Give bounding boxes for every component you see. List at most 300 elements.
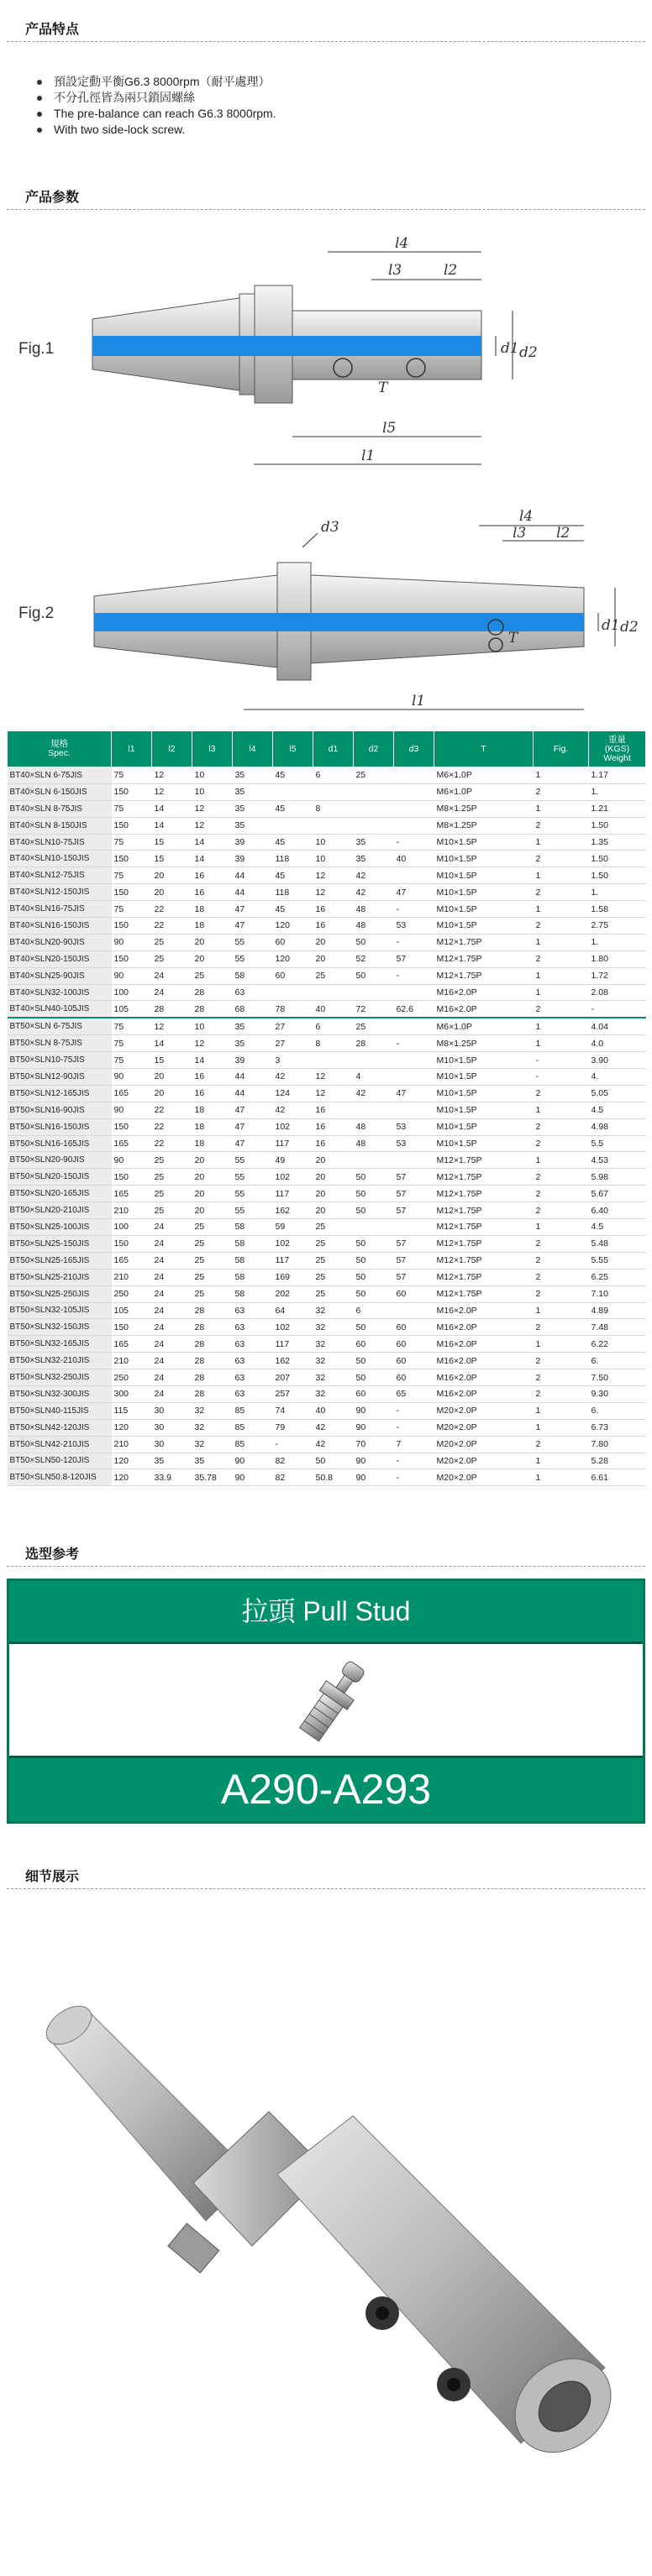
- value-cell: M10×1.5P: [434, 1118, 534, 1135]
- value-cell: 30: [152, 1419, 192, 1436]
- value-cell: 15: [152, 1052, 192, 1069]
- value-cell: 4.5: [589, 1102, 646, 1118]
- params-title: 产品参数: [7, 186, 645, 210]
- value-cell: 5.67: [589, 1186, 646, 1202]
- value-cell: 58: [233, 1269, 273, 1285]
- value-cell: 102: [273, 1169, 313, 1186]
- value-cell: 58: [233, 1219, 273, 1236]
- value-cell: M6×1.0P: [434, 1018, 534, 1034]
- table-row: [8, 767, 646, 784]
- value-cell: 90: [354, 1402, 394, 1419]
- value-cell: 44: [233, 867, 273, 884]
- value-cell: 6.22: [589, 1336, 646, 1353]
- value-cell: 12: [313, 884, 354, 901]
- value-cell: 40: [394, 851, 434, 867]
- value-cell: 15: [152, 834, 192, 851]
- reference-title: 选型参考: [7, 1543, 645, 1567]
- value-cell: M20×2.0P: [434, 1402, 534, 1419]
- value-cell: [354, 1152, 394, 1169]
- value-cell: M16×2.0P: [434, 1369, 534, 1386]
- value-cell: 24: [152, 984, 192, 1001]
- spec-cell: BT50×SLN12-165JIS: [8, 1085, 112, 1102]
- value-cell: 18: [192, 1135, 233, 1152]
- value-cell: -: [534, 1052, 589, 1069]
- value-cell: 1.58: [589, 901, 646, 918]
- value-cell: 20: [152, 867, 192, 884]
- table-row: [8, 1385, 646, 1402]
- value-cell: 100: [112, 1219, 152, 1236]
- value-cell: 102: [273, 1319, 313, 1336]
- spec-cell: BT50×SLN25-100JIS: [8, 1219, 112, 1236]
- value-cell: 62.6: [394, 1001, 434, 1018]
- value-cell: 16: [313, 1118, 354, 1135]
- spec-cell: BT40×SLN 8-150JIS: [8, 817, 112, 834]
- table-body: [8, 767, 646, 1486]
- dim-l1: l1: [361, 448, 376, 464]
- value-cell: 49: [273, 1152, 313, 1169]
- value-cell: 85: [233, 1419, 273, 1436]
- value-cell: 1: [534, 767, 589, 784]
- value-cell: 57: [394, 1169, 434, 1186]
- feature-item: The pre-balance can reach G6.3 8000rpm.: [35, 106, 276, 122]
- value-cell: 15: [152, 851, 192, 867]
- dim-T: T: [378, 380, 388, 396]
- value-cell: 25: [313, 1285, 354, 1302]
- value-cell: M12×1.75P: [434, 1202, 534, 1219]
- value-cell: -: [394, 1035, 434, 1052]
- feature-item: 不分孔徑皆為兩只鎖固螺絲: [35, 90, 276, 106]
- features-section: [0, 18, 652, 42]
- value-cell: 120: [112, 1469, 152, 1486]
- value-cell: 2: [534, 1085, 589, 1102]
- value-cell: 16: [313, 1102, 354, 1118]
- value-cell: 5.48: [589, 1235, 646, 1252]
- value-cell: 20: [192, 1169, 233, 1186]
- spec-cell: BT50×SLN32-105JIS: [8, 1302, 112, 1319]
- table-row: [8, 817, 646, 834]
- column-header: T: [434, 731, 534, 767]
- value-cell: 60: [394, 1369, 434, 1386]
- column-header: l2: [152, 731, 192, 767]
- value-cell: 24: [152, 1353, 192, 1369]
- value-cell: 35: [233, 1035, 273, 1052]
- value-cell: 10: [313, 851, 354, 867]
- table-row: [8, 1469, 646, 1486]
- spec-cell: BT40×SLN32-100JIS: [8, 984, 112, 1001]
- value-cell: 12: [192, 800, 233, 817]
- value-cell: 14: [152, 800, 192, 817]
- value-cell: 165: [112, 1135, 152, 1152]
- value-cell: M12×1.75P: [434, 967, 534, 984]
- spec-cell: BT50×SLN42-210JIS: [8, 1436, 112, 1453]
- spec-cell: BT50×SLN25-165JIS: [8, 1252, 112, 1269]
- value-cell: 162: [273, 1353, 313, 1369]
- value-cell: 12: [152, 783, 192, 800]
- spec-cell: BT40×SLN 8-75JIS: [8, 800, 112, 817]
- value-cell: 60: [394, 1319, 434, 1336]
- value-cell: 10: [192, 1018, 233, 1034]
- value-cell: 1: [534, 1302, 589, 1319]
- value-cell: 55: [233, 1169, 273, 1186]
- value-cell: 90: [233, 1469, 273, 1486]
- value-cell: 117: [273, 1186, 313, 1202]
- table-row: [8, 950, 646, 967]
- value-cell: 4.53: [589, 1152, 646, 1169]
- value-cell: 50: [354, 1285, 394, 1302]
- value-cell: 30: [152, 1436, 192, 1453]
- value-cell: 1.50: [589, 851, 646, 867]
- value-cell: 1.21: [589, 800, 646, 817]
- value-cell: 1: [534, 800, 589, 817]
- spec-cell: BT40×SLN12-150JIS: [8, 884, 112, 901]
- value-cell: 202: [273, 1285, 313, 1302]
- value-cell: 57: [394, 1269, 434, 1285]
- table-row: [8, 1102, 646, 1118]
- value-cell: 14: [152, 1035, 192, 1052]
- value-cell: 16: [313, 901, 354, 918]
- value-cell: 22: [152, 1118, 192, 1135]
- value-cell: 7.48: [589, 1319, 646, 1336]
- value-cell: 16: [313, 918, 354, 935]
- spec-cell: BT50×SLN32-165JIS: [8, 1336, 112, 1353]
- value-cell: 58: [233, 1285, 273, 1302]
- value-cell: 1.35: [589, 834, 646, 851]
- value-cell: 35: [233, 1018, 273, 1034]
- value-cell: 25: [354, 1018, 394, 1034]
- value-cell: 28: [192, 1319, 233, 1336]
- column-header: d3: [394, 731, 434, 767]
- value-cell: 210: [112, 1436, 152, 1453]
- fig1-drawing: [0, 214, 652, 491]
- value-cell: 7.80: [589, 1436, 646, 1453]
- table-row: [8, 967, 646, 984]
- spec-cell: BT50×SLN20-165JIS: [8, 1186, 112, 1202]
- dim-l3: l3: [388, 262, 402, 279]
- value-cell: 20: [192, 950, 233, 967]
- value-cell: 2: [534, 817, 589, 834]
- value-cell: -: [589, 1001, 646, 1018]
- value-cell: 1: [534, 901, 589, 918]
- value-cell: 5.55: [589, 1252, 646, 1269]
- value-cell: 35: [233, 800, 273, 817]
- value-cell: 4.98: [589, 1118, 646, 1135]
- value-cell: 25: [152, 1202, 192, 1219]
- value-cell: 32: [313, 1369, 354, 1386]
- value-cell: -: [394, 901, 434, 918]
- value-cell: 72: [354, 1001, 394, 1018]
- value-cell: 57: [394, 1186, 434, 1202]
- value-cell: 74: [273, 1402, 313, 1419]
- value-cell: 50: [354, 1186, 394, 1202]
- value-cell: 1: [534, 1219, 589, 1236]
- value-cell: 6.25: [589, 1269, 646, 1285]
- value-cell: 14: [192, 834, 233, 851]
- value-cell: 165: [112, 1186, 152, 1202]
- value-cell: 47: [233, 901, 273, 918]
- value-cell: [394, 1052, 434, 1069]
- table-row: [8, 867, 646, 884]
- dim-d1: d1: [602, 617, 620, 634]
- value-cell: 28: [192, 1385, 233, 1402]
- value-cell: M12×1.75P: [434, 1235, 534, 1252]
- value-cell: 22: [152, 901, 192, 918]
- value-cell: 32: [313, 1319, 354, 1336]
- value-cell: 118: [273, 851, 313, 867]
- value-cell: 100: [112, 984, 152, 1001]
- value-cell: M10×1.5P: [434, 1135, 534, 1152]
- dim-l1: l1: [412, 693, 426, 709]
- value-cell: 28: [192, 1302, 233, 1319]
- value-cell: 105: [112, 1302, 152, 1319]
- value-cell: -: [394, 1402, 434, 1419]
- detail-section: [0, 1866, 652, 1889]
- value-cell: 25: [152, 1152, 192, 1169]
- dim-l3: l3: [513, 525, 527, 542]
- value-cell: [394, 767, 434, 784]
- value-cell: 50: [354, 1235, 394, 1252]
- dim-T: T: [508, 630, 518, 647]
- value-cell: 2.75: [589, 918, 646, 935]
- value-cell: M12×1.75P: [434, 934, 534, 950]
- spec-cell: BT50×SLN32-210JIS: [8, 1353, 112, 1369]
- value-cell: 250: [112, 1285, 152, 1302]
- value-cell: 55: [233, 1152, 273, 1169]
- value-cell: 50: [354, 1202, 394, 1219]
- value-cell: [394, 1069, 434, 1086]
- value-cell: 5.05: [589, 1085, 646, 1102]
- spec-cell: BT50×SLN10-75JIS: [8, 1052, 112, 1069]
- table-row: [8, 1319, 646, 1336]
- value-cell: 300: [112, 1385, 152, 1402]
- value-cell: 6.40: [589, 1202, 646, 1219]
- value-cell: 10: [192, 767, 233, 784]
- column-header: Fig.: [534, 731, 589, 767]
- value-cell: 124: [273, 1085, 313, 1102]
- spec-cell: BT50×SLN40-115JIS: [8, 1402, 112, 1419]
- value-cell: 120: [112, 1419, 152, 1436]
- value-cell: 14: [192, 851, 233, 867]
- spec-cell: BT50×SLN20-210JIS: [8, 1202, 112, 1219]
- value-cell: 169: [273, 1269, 313, 1285]
- value-cell: 75: [112, 834, 152, 851]
- value-cell: [354, 1219, 394, 1236]
- table-row: [8, 1118, 646, 1135]
- table-row: [8, 1085, 646, 1102]
- value-cell: [354, 1052, 394, 1069]
- value-cell: M16×2.0P: [434, 1336, 534, 1353]
- value-cell: 48: [354, 901, 394, 918]
- value-cell: M10×1.5P: [434, 851, 534, 867]
- table-row: [8, 1419, 646, 1436]
- value-cell: [394, 1152, 434, 1169]
- value-cell: 45: [273, 867, 313, 884]
- column-header: l3: [192, 731, 233, 767]
- spec-cell: BT50×SLN25-150JIS: [8, 1235, 112, 1252]
- value-cell: 12: [313, 1085, 354, 1102]
- table-row: [8, 1285, 646, 1302]
- value-cell: M12×1.75P: [434, 950, 534, 967]
- table-row: [8, 1202, 646, 1219]
- value-cell: 75: [112, 1018, 152, 1034]
- value-cell: 6.: [589, 1353, 646, 1369]
- value-cell: 2: [534, 884, 589, 901]
- value-cell: -: [394, 1453, 434, 1469]
- value-cell: 24: [152, 1235, 192, 1252]
- value-cell: 165: [112, 1085, 152, 1102]
- value-cell: 20: [152, 1069, 192, 1086]
- value-cell: 22: [152, 1102, 192, 1118]
- value-cell: 18: [192, 901, 233, 918]
- value-cell: 20: [152, 884, 192, 901]
- value-cell: 210: [112, 1269, 152, 1285]
- table-row: [8, 1336, 646, 1353]
- value-cell: 39: [233, 1052, 273, 1069]
- table-row: [8, 1252, 646, 1269]
- table-row: [8, 1069, 646, 1086]
- value-cell: [394, 800, 434, 817]
- value-cell: 57: [394, 1235, 434, 1252]
- value-cell: 35: [192, 1453, 233, 1469]
- value-cell: 78: [273, 1001, 313, 1018]
- value-cell: 2: [534, 1269, 589, 1285]
- value-cell: -: [394, 1419, 434, 1436]
- value-cell: 2: [534, 1319, 589, 1336]
- value-cell: 25: [313, 1252, 354, 1269]
- value-cell: 210: [112, 1353, 152, 1369]
- value-cell: 5.98: [589, 1169, 646, 1186]
- value-cell: 52: [354, 950, 394, 967]
- value-cell: 42: [313, 1419, 354, 1436]
- value-cell: 16: [313, 1135, 354, 1152]
- value-cell: M12×1.75P: [434, 1186, 534, 1202]
- value-cell: M20×2.0P: [434, 1469, 534, 1486]
- value-cell: 50: [354, 1353, 394, 1369]
- value-cell: 165: [112, 1252, 152, 1269]
- spec-cell: BT40×SLN20-90JIS: [8, 934, 112, 950]
- value-cell: 47: [394, 884, 434, 901]
- value-cell: 2.08: [589, 984, 646, 1001]
- value-cell: [354, 783, 394, 800]
- value-cell: 50: [313, 1453, 354, 1469]
- value-cell: 42: [354, 867, 394, 884]
- value-cell: 85: [233, 1402, 273, 1419]
- spec-cell: BT50×SLN 6-75JIS: [8, 1018, 112, 1034]
- value-cell: 8: [313, 800, 354, 817]
- features-title: 产品特点: [7, 18, 645, 42]
- value-cell: -: [273, 1436, 313, 1453]
- value-cell: 75: [112, 901, 152, 918]
- value-cell: 1: [534, 934, 589, 950]
- value-cell: 25: [192, 1235, 233, 1252]
- table-row: [8, 1135, 646, 1152]
- value-cell: 50: [354, 1169, 394, 1186]
- detail-title: 细节展示: [7, 1866, 645, 1889]
- value-cell: 42: [313, 1436, 354, 1453]
- value-cell: [273, 984, 313, 1001]
- value-cell: 1: [534, 867, 589, 884]
- value-cell: M16×2.0P: [434, 984, 534, 1001]
- value-cell: 207: [273, 1369, 313, 1386]
- value-cell: 150: [112, 1118, 152, 1135]
- value-cell: 44: [233, 1069, 273, 1086]
- value-cell: 16: [192, 884, 233, 901]
- value-cell: 58: [233, 967, 273, 984]
- value-cell: 6: [313, 1018, 354, 1034]
- spec-cell: BT50×SLN16-90JIS: [8, 1102, 112, 1118]
- value-cell: 12: [152, 1018, 192, 1034]
- feature-item: 預設定動平衡G6.3 8000rpm（耐平處理）: [35, 74, 276, 90]
- value-cell: 1: [534, 967, 589, 984]
- value-cell: 165: [112, 1336, 152, 1353]
- value-cell: 70: [354, 1436, 394, 1453]
- spec-cell: BT50×SLN16-165JIS: [8, 1135, 112, 1152]
- value-cell: M8×1.25P: [434, 817, 534, 834]
- value-cell: 35: [233, 783, 273, 800]
- value-cell: 47: [233, 1102, 273, 1118]
- value-cell: 48: [354, 1135, 394, 1152]
- value-cell: M8×1.25P: [434, 1035, 534, 1052]
- spec-cell: BT50×SLN12-90JIS: [8, 1069, 112, 1086]
- value-cell: 20: [313, 950, 354, 967]
- value-cell: 27: [273, 1035, 313, 1052]
- table-row: [8, 1219, 646, 1236]
- value-cell: 45: [273, 767, 313, 784]
- value-cell: 6: [313, 767, 354, 784]
- value-cell: [394, 817, 434, 834]
- value-cell: 55: [233, 1186, 273, 1202]
- value-cell: 5.5: [589, 1135, 646, 1152]
- table-row: [8, 1369, 646, 1386]
- table-row: [8, 1269, 646, 1285]
- spec-cell: BT50×SLN50.8-120JIS: [8, 1469, 112, 1486]
- value-cell: 75: [112, 867, 152, 884]
- value-cell: M16×2.0P: [434, 1353, 534, 1369]
- value-cell: 2: [534, 1353, 589, 1369]
- value-cell: 68: [233, 1001, 273, 1018]
- value-cell: M12×1.75P: [434, 1285, 534, 1302]
- value-cell: 44: [233, 1085, 273, 1102]
- spec-cell: BT50×SLN20-90JIS: [8, 1152, 112, 1169]
- value-cell: 1.: [589, 884, 646, 901]
- value-cell: 32: [192, 1402, 233, 1419]
- value-cell: 102: [273, 1118, 313, 1135]
- value-cell: [354, 1102, 394, 1118]
- value-cell: 50: [354, 1252, 394, 1269]
- value-cell: 1: [534, 1102, 589, 1118]
- value-cell: 2: [534, 1369, 589, 1386]
- pull-stud-card: [7, 1579, 645, 1824]
- value-cell: 63: [233, 1353, 273, 1369]
- value-cell: 30: [152, 1402, 192, 1419]
- value-cell: M10×1.5P: [434, 1102, 534, 1118]
- value-cell: M16×2.0P: [434, 1001, 534, 1018]
- value-cell: 7: [394, 1436, 434, 1453]
- fig2-label: Fig.2: [18, 605, 55, 622]
- value-cell: 32: [192, 1436, 233, 1453]
- value-cell: 257: [273, 1385, 313, 1402]
- value-cell: 6.61: [589, 1469, 646, 1486]
- value-cell: 63: [233, 1336, 273, 1353]
- value-cell: 118: [273, 884, 313, 901]
- table-row: [8, 884, 646, 901]
- table-row: [8, 918, 646, 935]
- value-cell: M10×1.5P: [434, 1052, 534, 1069]
- value-cell: 1: [534, 1035, 589, 1052]
- value-cell: 20: [313, 1202, 354, 1219]
- value-cell: 35: [233, 817, 273, 834]
- value-cell: 1: [534, 1469, 589, 1486]
- value-cell: 39: [233, 834, 273, 851]
